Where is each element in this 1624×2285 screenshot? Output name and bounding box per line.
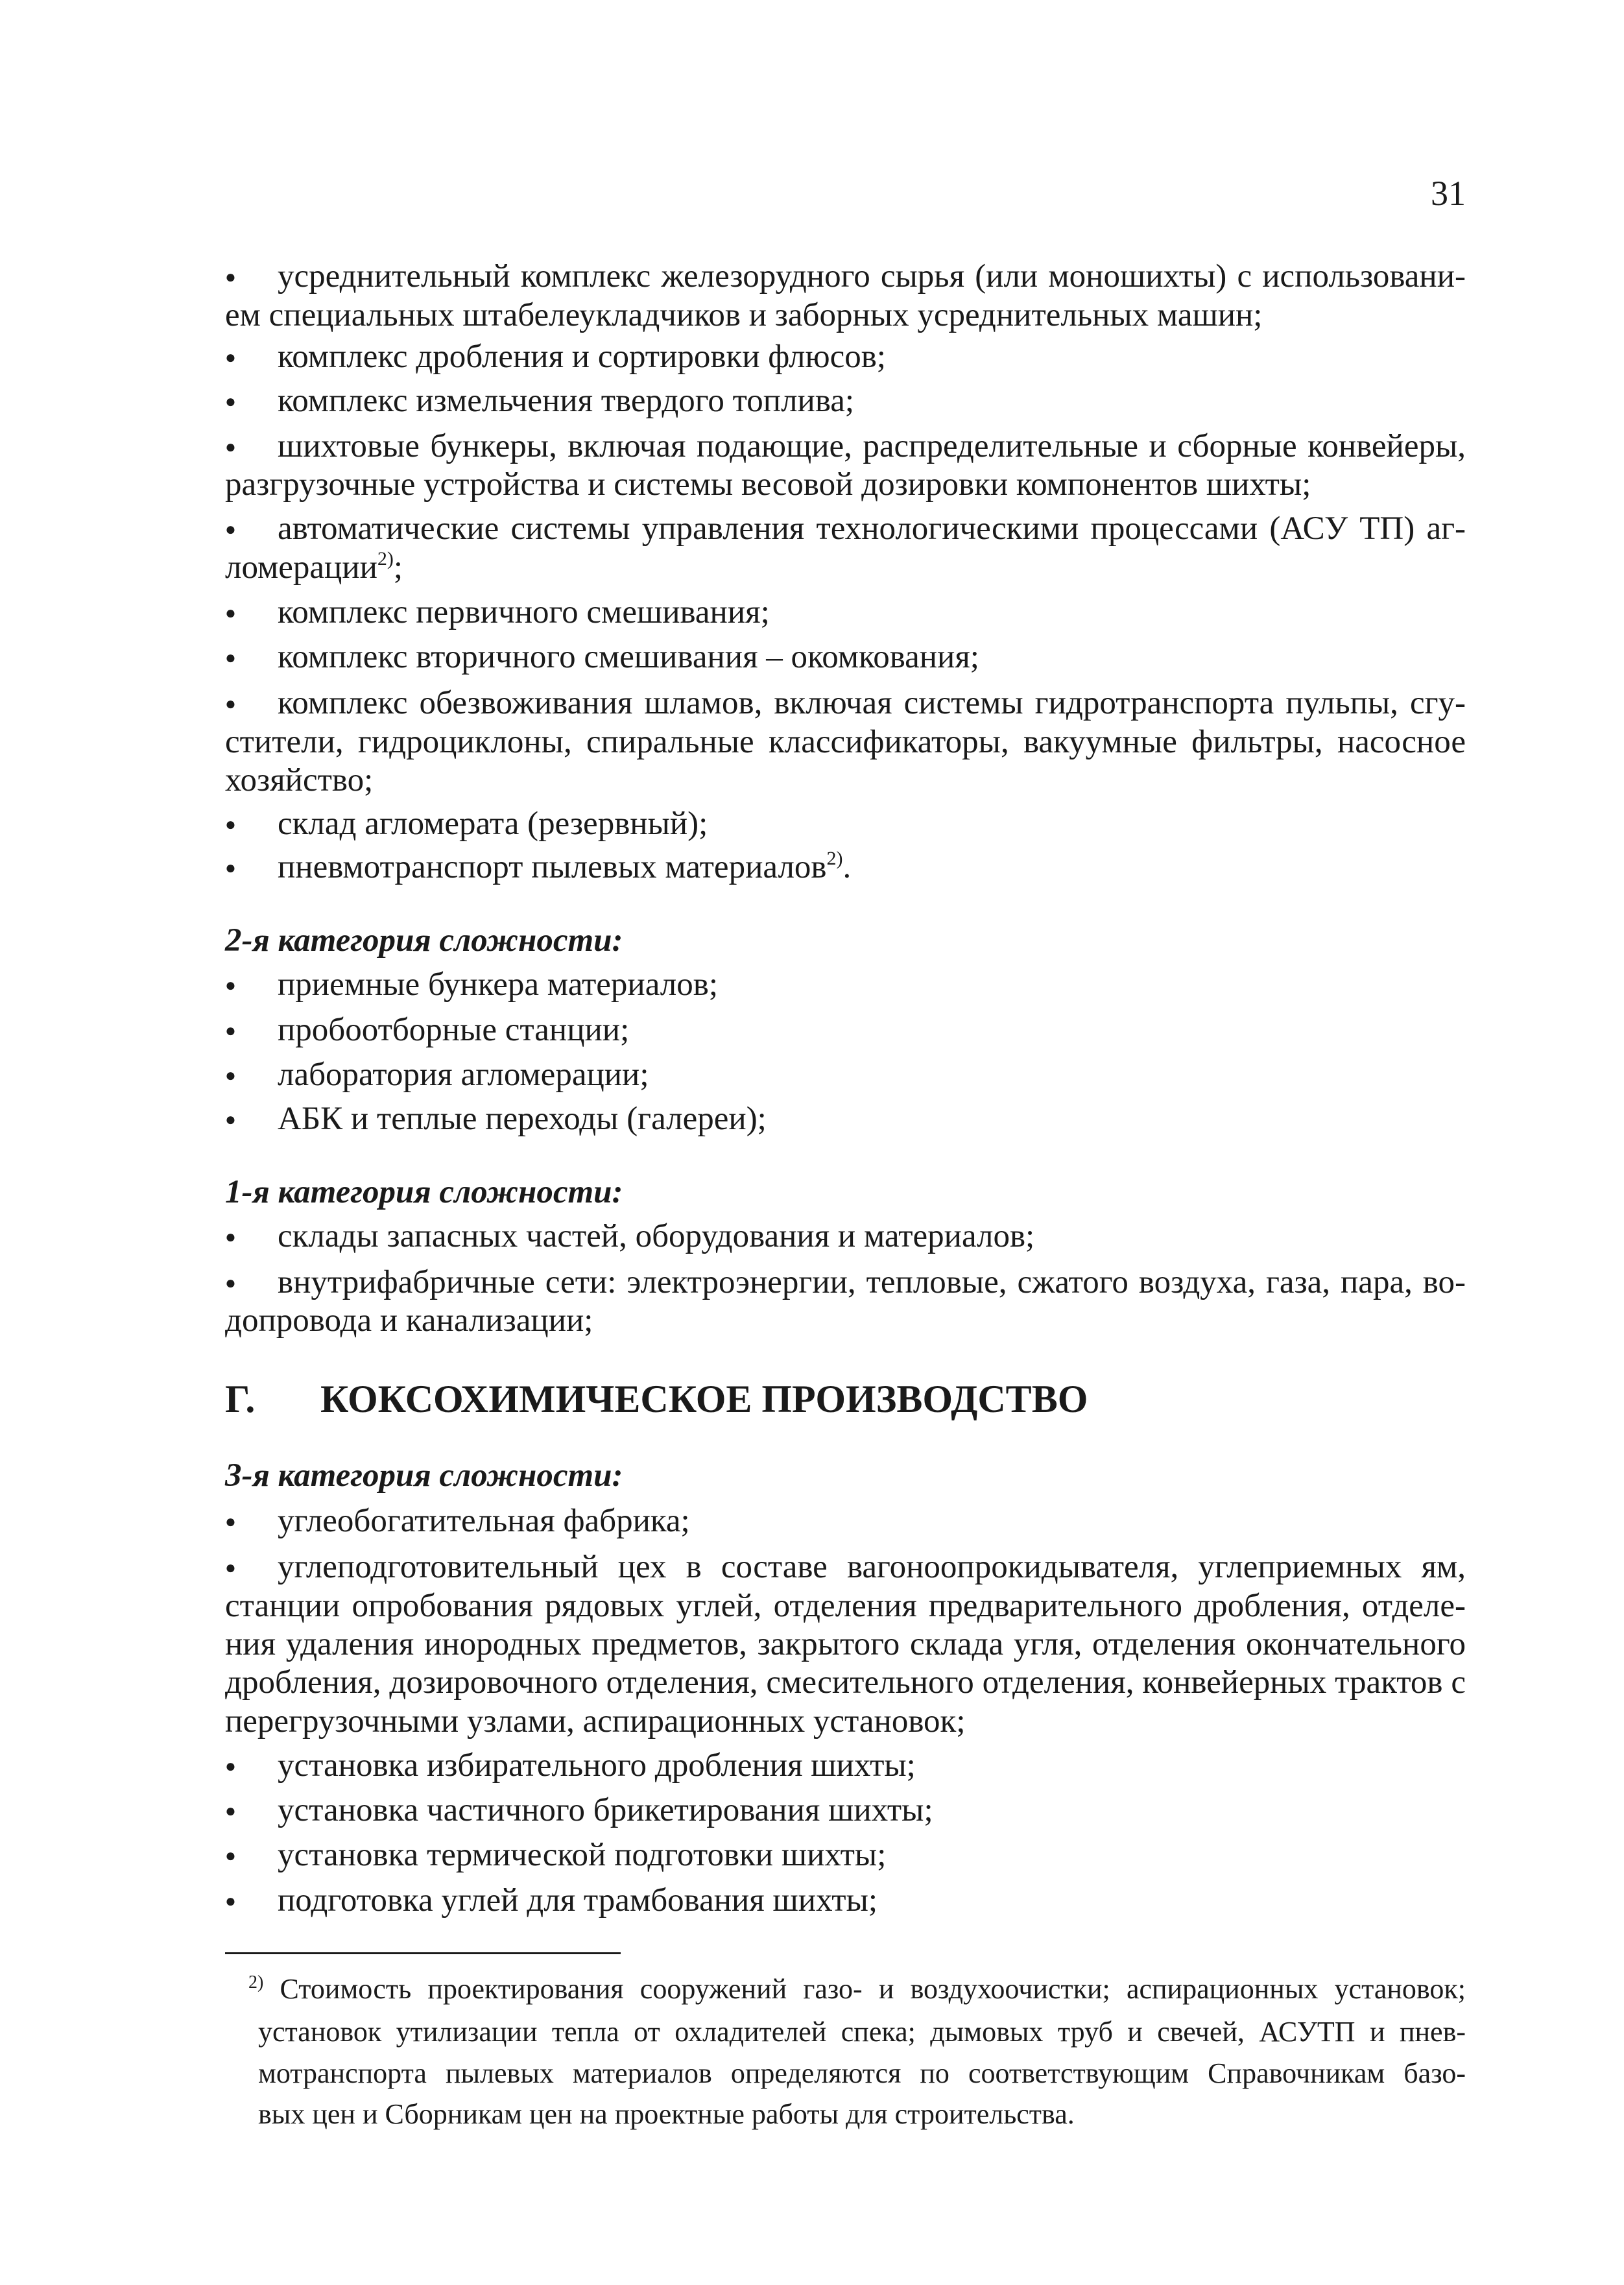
bullet-icon	[225, 1548, 245, 1588]
page-number: 31	[1431, 174, 1466, 213]
bullet-icon	[225, 804, 245, 844]
list-item: приемные бункера материалов;	[278, 966, 719, 1003]
bullet-icon	[225, 1055, 245, 1095]
footnote-text: Стоимость проектирования сооружений газо- и воздухоочистки; аспирационных установок;	[280, 1973, 1466, 2005]
section-title: КОКСОХИМИЧЕСКОЕ ПРОИЗВОДСТВО	[320, 1378, 1088, 1420]
list-item-line: усреднительный комплекс железорудного сырья (или моношихты) с использовани-	[278, 258, 1466, 294]
footnote-ref: 2)	[826, 848, 843, 869]
bullet-icon	[225, 1263, 245, 1303]
bullet-icon	[225, 848, 245, 888]
list-item: склады запасных частей, оборудования и материалов;	[278, 1218, 1035, 1254]
bullet-icon	[225, 337, 245, 377]
bullet-icon	[225, 1217, 245, 1257]
list-item: установка избирательного дробления шихты;	[278, 1747, 916, 1784]
list-item-line: углеподготовительный цех в составе вагоноопрокидывателя, углеприемных ям,	[278, 1549, 1466, 1585]
bullet-icon	[225, 684, 245, 724]
footnote-divider	[225, 1952, 621, 1954]
list-item: комплекс первичного смешивания;	[278, 594, 770, 630]
list-item-line: ем специальных штабелеукладчиков и заборных усреднительных машин;	[225, 297, 1263, 333]
list-item-line	[225, 548, 1466, 587]
list-item: углеобогатительная фабрика;	[278, 1503, 690, 1539]
footnote-line: вых цен и Сборникам цен на проектные работы для строительства.	[258, 2098, 1075, 2130]
list-item: установка термической подготовки шихты;	[278, 1837, 887, 1873]
footnote-line: мотранспорта пылевых материалов определяются по соответствующим Справочникам базо-	[258, 2057, 1466, 2089]
list-item: склад агломерата (резервный);	[278, 806, 708, 842]
list-item-line: шихтовые бункеры, включая подающие, распределительные и сборные конвейеры,	[278, 428, 1466, 464]
footnote-marker: 2)	[248, 1972, 264, 1992]
list-item: комплекс вторичного смешивания – окомкования;	[278, 639, 979, 675]
list-item-punct: ;	[393, 549, 403, 586]
bullet-icon	[225, 1836, 245, 1876]
list-item-text: ломерации	[225, 549, 377, 586]
list-item	[278, 848, 1466, 887]
bullet-icon	[225, 593, 245, 633]
bullet-icon	[225, 381, 245, 422]
bullet-icon	[225, 427, 245, 467]
list-item-line: хозяйство;	[225, 762, 374, 798]
list-item-line: внутрифабричные сети: электроэнергии, тепловые, сжатого воздуха, газа, пара, во-	[278, 1264, 1466, 1300]
list-item-line: ния удаления инородных предметов, закрытого склада угля, отделения окончательного	[225, 1626, 1466, 1662]
bullet-icon	[225, 257, 245, 297]
list-item-line: допровода и канализации;	[225, 1302, 593, 1339]
bullet-icon	[225, 509, 245, 549]
list-item-text: пневмотранспорт пылевых материалов	[278, 849, 827, 885]
list-item-line: разгрузочные устройства и системы весовой дозировки компонентов шихты;	[225, 466, 1311, 503]
list-item: подготовка углей для трамбования шихты;	[278, 1882, 878, 1919]
list-item: пробоотборные станции;	[278, 1012, 630, 1048]
list-item-line: автоматические системы управления технологическими процессами (АСУ ТП) аг-	[278, 510, 1466, 547]
bullet-icon	[225, 1881, 245, 1921]
bullet-icon	[225, 1501, 245, 1542]
list-item-line: комплекс обезвоживания шламов, включая системы гидротранспорта пульпы, сгу-	[278, 685, 1466, 721]
footnote-line: установок утилизации тепла от охладителей спека; дымовых труб и свечей, АСУТП и пнев-	[258, 2016, 1466, 2048]
list-item-line: дробления, дозировочного отделения, смесительного отделения, конвейерных трактов с	[225, 1664, 1466, 1701]
category-heading-2: 2-я категория сложности:	[225, 922, 623, 959]
list-item: комплекс дробления и сортировки флюсов;	[278, 339, 886, 375]
list-item: лаборатория агломерации;	[278, 1057, 649, 1093]
bullet-icon	[225, 1011, 245, 1051]
category-heading-1: 1-я категория сложности:	[225, 1174, 623, 1210]
list-item-line: станции опробования рядовых углей, отделения предварительного дробления, отделе-	[225, 1588, 1466, 1624]
list-item: АБК и теплые переходы (галереи);	[278, 1101, 767, 1137]
footnote-ref: 2)	[377, 548, 394, 569]
list-item: установка частичного брикетирования шихты;	[278, 1792, 933, 1828]
list-item: комплекс измельчения твердого топлива;	[278, 383, 855, 419]
section-letter: Г.	[225, 1378, 256, 1420]
bullet-icon	[225, 1791, 245, 1831]
bullet-icon	[225, 1099, 245, 1140]
list-item-line: перегрузочными узлами, аспирационных установок;	[225, 1703, 966, 1740]
list-item-line: стители, гидроциклоны, спиральные классификаторы, вакуумные фильтры, насосное	[225, 724, 1466, 760]
category-heading-3: 3-я категория сложности:	[225, 1457, 623, 1494]
list-item-punct: .	[842, 849, 852, 885]
footnote-line	[248, 1972, 1466, 2007]
bullet-icon	[225, 965, 245, 1005]
bullet-icon	[225, 638, 245, 678]
bullet-icon	[225, 1746, 245, 1786]
